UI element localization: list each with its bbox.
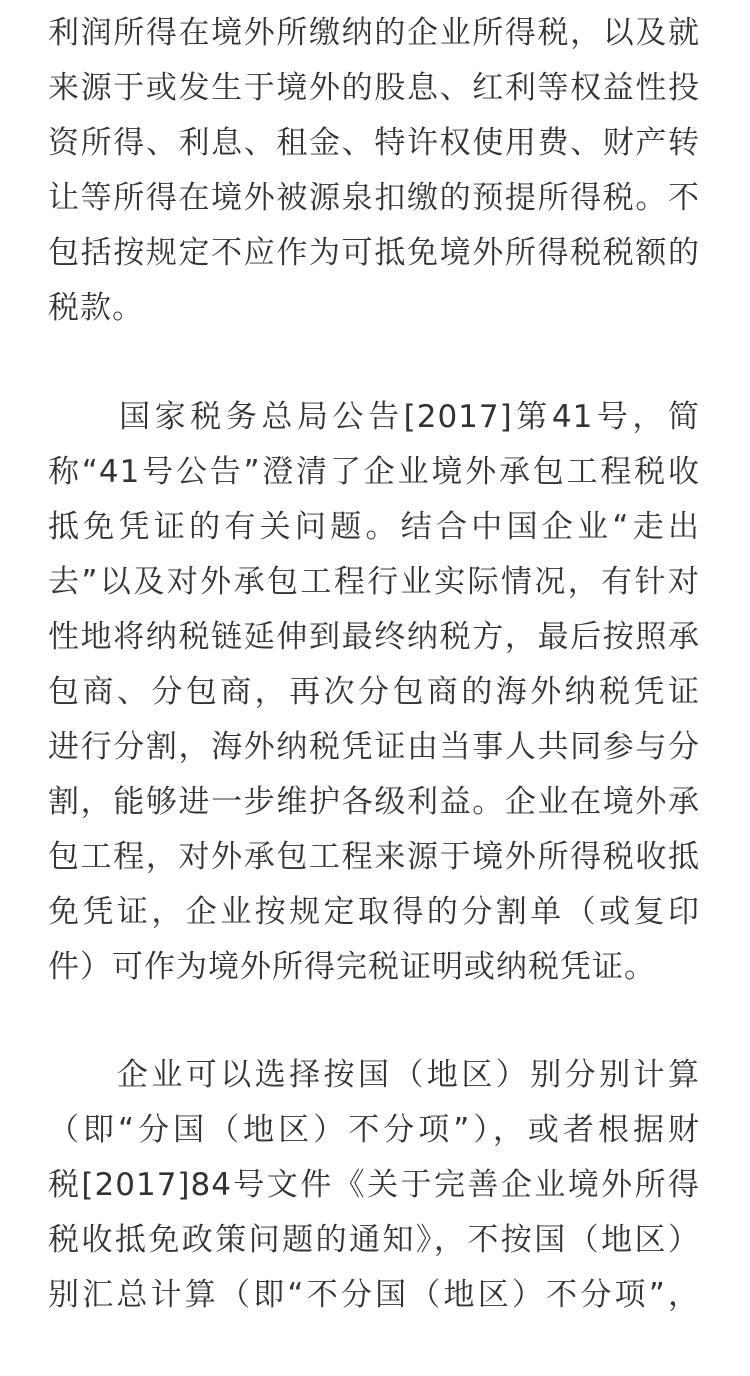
paragraph-spacer [48, 336, 700, 390]
paragraph-announcement-41 [48, 390, 700, 995]
paragraph-calculation-method [48, 1048, 700, 1323]
text-line: （即“分国（地区）不分项”），或者根据财 [48, 1112, 700, 1148]
text-line: 抵免凭证的有关问题。结合中国企业“走出 [48, 509, 700, 545]
text-line: 免凭证，企业按规定取得的分割单（或复印 [48, 894, 700, 930]
text-line: 让等所得在境外被源泉扣缴的预提所得税。不 [48, 180, 700, 216]
text-line: 来源于或发生于境外的股息、红利等权益性投 [48, 70, 700, 106]
text-line: 别汇总计算（即“不分国（地区）不分项”， [48, 1277, 700, 1313]
paragraph-spacer [48, 995, 700, 1048]
text-line: 进行分割，海外纳税凭证由当事人共同参与分 [48, 729, 700, 765]
text-line: 企业可以选择按国（地区）别分别计算 [48, 1057, 700, 1093]
text-line: 资所得、利息、租金、特许权使用费、财产转 [48, 125, 700, 161]
text-line: 包括按规定不应作为可抵免境外所得税税额的 [48, 235, 700, 271]
text-line: 性地将纳税链延伸到最终纳税方，最后按照承 [48, 619, 700, 655]
paragraph-foreign-tax-definition [48, 6, 700, 336]
text-line: 去”以及对外承包工程行业实际情况，有针对 [48, 564, 700, 600]
text-line: 包工程，对外承包工程来源于境外所得税收抵 [48, 839, 700, 875]
text-line: 利润所得在境外所缴纳的企业所得税，以及就 [48, 15, 700, 51]
text-line: 件）可作为境外所得完税证明或纳税凭证。 [48, 949, 656, 985]
text-line: 包商、分包商，再次分包商的海外纳税凭证 [48, 674, 700, 710]
text-line: 税[2017]84号文件《关于完善企业境外所得 [48, 1167, 700, 1203]
text-line: 税收抵免政策问题的通知》，不按国（地区） [48, 1222, 700, 1258]
text-line: 称“41号公告”澄清了企业境外承包工程税收 [48, 454, 700, 490]
text-line: 税款。 [48, 290, 144, 326]
article-body [48, 6, 700, 1323]
text-line: 割，能够进一步维护各级利益。企业在境外承 [48, 784, 700, 820]
text-line: 国家税务总局公告[2017]第41号，简 [48, 399, 700, 435]
